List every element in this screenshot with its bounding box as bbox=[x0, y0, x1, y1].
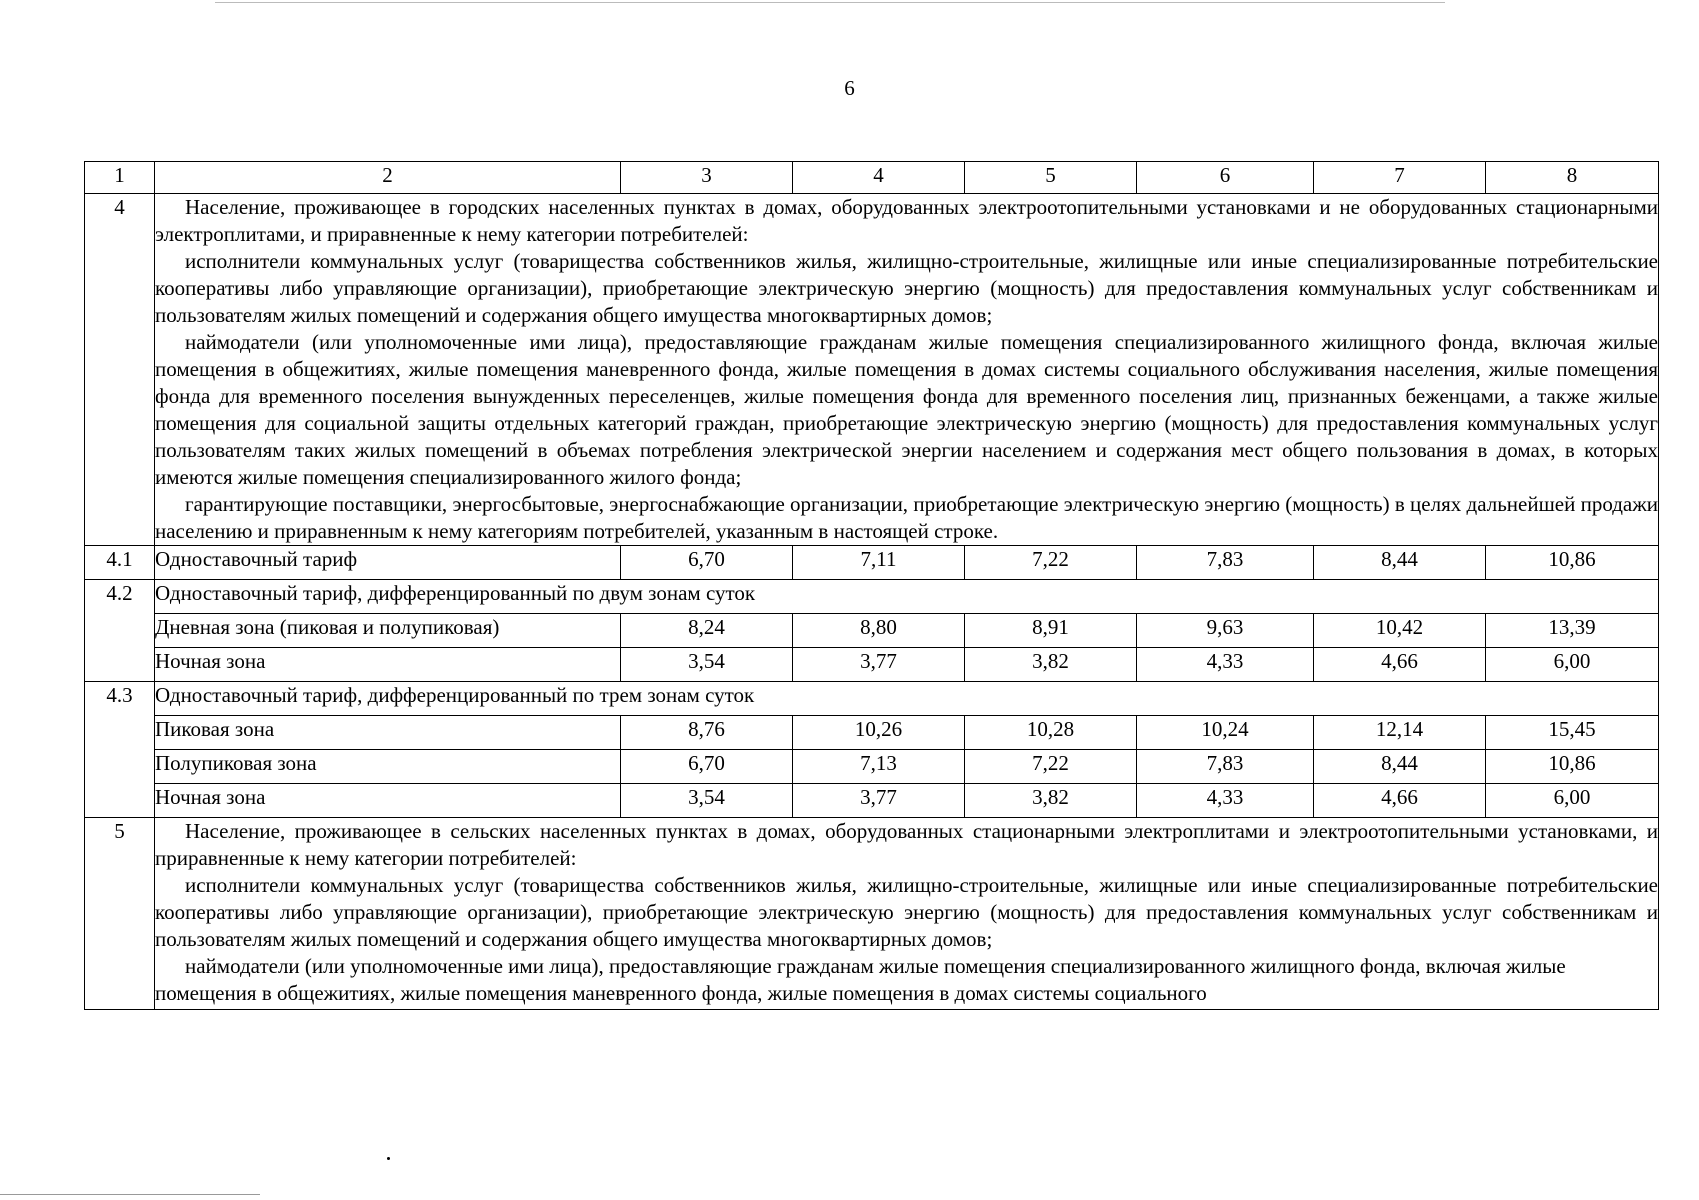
row-4-1 bbox=[85, 546, 1659, 580]
tariff-value: 3,54 bbox=[621, 784, 793, 818]
row-4 bbox=[85, 194, 1659, 546]
tariff-value: 10,42 bbox=[1314, 614, 1486, 648]
column-header: 1 bbox=[85, 162, 155, 194]
tariff-row bbox=[85, 750, 1659, 784]
row-number: 4 bbox=[85, 194, 155, 546]
column-header: 7 bbox=[1314, 162, 1486, 194]
tariff-value: 8,44 bbox=[1314, 546, 1486, 580]
row-description bbox=[155, 818, 1659, 1010]
tariff-value: 3,77 bbox=[793, 784, 965, 818]
row-4-2 bbox=[85, 580, 1659, 614]
description-paragraph: Население, проживающее в городских населенных пунктах в домах, оборудованных электроотопительными установками и не оборудованных стационарными электроплитами, и приравненные к нему категории потребителей: bbox=[155, 195, 1658, 246]
tariff-value: 15,45 bbox=[1486, 716, 1659, 750]
row-5 bbox=[85, 818, 1659, 1010]
tariff-value: 6,00 bbox=[1486, 648, 1659, 682]
tariff-value: 8,91 bbox=[965, 614, 1137, 648]
tariff-value: 3,77 bbox=[793, 648, 965, 682]
tariff-value: 4,66 bbox=[1314, 648, 1486, 682]
tariff-value: 12,14 bbox=[1314, 716, 1486, 750]
row-number: 4.1 bbox=[85, 546, 155, 580]
tariff-value: 7,83 bbox=[1137, 546, 1314, 580]
tariff-value: 6,70 bbox=[621, 546, 793, 580]
tariff-value: 10,86 bbox=[1486, 750, 1659, 784]
tariff-value: 7,13 bbox=[793, 750, 965, 784]
tariff-value: 10,26 bbox=[793, 716, 965, 750]
tariff-label: Полупиковая зона bbox=[155, 750, 621, 784]
tariff-value: 3,54 bbox=[621, 648, 793, 682]
tariff-value: 10,28 bbox=[965, 716, 1137, 750]
tariff-value: 10,86 bbox=[1486, 546, 1659, 580]
tariff-value: 8,24 bbox=[621, 614, 793, 648]
page-number: 6 bbox=[844, 76, 855, 100]
tariff-value: 3,82 bbox=[965, 648, 1137, 682]
bottom-scan-line bbox=[0, 1194, 260, 1195]
tariff-value: 7,22 bbox=[965, 546, 1137, 580]
tariff-label: Дневная зона (пиковая и полупиковая) bbox=[155, 614, 621, 648]
description-paragraph: наймодатели (или уполномоченные ими лица), предоставляющие гражданам жилые помещения специализированного жилищного фонда, включая жилые помещения в общежитиях, жилые помещения маневренного фонда, жилые помещения в домах системы социального bbox=[155, 954, 1566, 1005]
tariff-value: 9,63 bbox=[1137, 614, 1314, 648]
scan-speck bbox=[387, 1157, 390, 1160]
tariff-value: 8,76 bbox=[621, 716, 793, 750]
tariff-value: 8,44 bbox=[1314, 750, 1486, 784]
tariff-table bbox=[84, 161, 1659, 1010]
tariff-value: 7,83 bbox=[1137, 750, 1314, 784]
row-description bbox=[155, 194, 1659, 546]
tariff-label: Ночная зона bbox=[155, 784, 621, 818]
column-header: 2 bbox=[155, 162, 621, 194]
row-number: 4.3 bbox=[85, 682, 155, 818]
column-header: 6 bbox=[1137, 162, 1314, 194]
column-header: 5 bbox=[965, 162, 1137, 194]
row-number: 5 bbox=[85, 818, 155, 1010]
row-4-3 bbox=[85, 682, 1659, 716]
description-paragraph: исполнители коммунальных услуг (товарищества собственников жилья, жилищно-строительные, жилищные или иные специализированные потребительские кооперативы либо управляющие организации), приобретающие электрическую энергию (мощность) для предоставления коммунальных услуг собственникам и пользователям жилых помещений и содержания общего имущества многоквартирных домов; bbox=[155, 873, 1658, 951]
tariff-group-heading: Одноставочный тариф, дифференцированный по трем зонам суток bbox=[155, 682, 1659, 716]
tariff-value: 4,66 bbox=[1314, 784, 1486, 818]
description-paragraph: исполнители коммунальных услуг (товарищества собственников жилья, жилищно-строительные, жилищные или иные специализированные потребительские кооперативы либо управляющие организации), приобретающие электрическую энергию (мощность) для предоставления коммунальных услуг собственникам и пользователям жилых помещений и содержания общего имущества многоквартирных домов; bbox=[155, 249, 1658, 327]
tariff-value: 6,00 bbox=[1486, 784, 1659, 818]
tariff-value: 6,70 bbox=[621, 750, 793, 784]
tariff-group-heading: Одноставочный тариф, дифференцированный по двум зонам суток bbox=[155, 580, 1659, 614]
tariff-row bbox=[85, 614, 1659, 648]
tariff-label: Одноставочный тариф bbox=[155, 546, 621, 580]
tariff-label: Ночная зона bbox=[155, 648, 621, 682]
column-number-row bbox=[85, 162, 1659, 194]
description-paragraph: Население, проживающее в сельских населенных пунктах в домах, оборудованных стационарными электроплитами и электроотопительными установками, и приравненные к нему категории потребителей: bbox=[155, 819, 1658, 870]
tariff-value: 3,82 bbox=[965, 784, 1137, 818]
top-scan-line bbox=[215, 2, 1445, 3]
tariff-label: Пиковая зона bbox=[155, 716, 621, 750]
tariff-value: 10,24 bbox=[1137, 716, 1314, 750]
tariff-row bbox=[85, 648, 1659, 682]
tariff-value: 7,11 bbox=[793, 546, 965, 580]
tariff-value: 13,39 bbox=[1486, 614, 1659, 648]
tariff-row bbox=[85, 784, 1659, 818]
tariff-row bbox=[85, 716, 1659, 750]
tariff-value: 7,22 bbox=[965, 750, 1137, 784]
row-number: 4.2 bbox=[85, 580, 155, 682]
description-paragraph: гарантирующие поставщики, энергосбытовые, энергоснабжающие организации, приобретающие электрическую энергию (мощность) в целях дальнейшей продажи населению и приравненным к нему категориям потребителей, указанным в настоящей строке. bbox=[155, 492, 1658, 543]
column-header: 3 bbox=[621, 162, 793, 194]
tariff-value: 8,80 bbox=[793, 614, 965, 648]
tariff-value: 4,33 bbox=[1137, 648, 1314, 682]
description-paragraph: наймодатели (или уполномоченные ими лица), предоставляющие гражданам жилые помещения специализированного жилищного фонда, включая жилые помещения в общежитиях, жилые помещения маневренного фонда, жилые помещения в домах системы социального обслуживания населения, жилые помещения фонда для временного поселения вынужденных переселенцев, жилые помещения фонда для временного поселения лиц, признанных беженцами, а также жилые помещения для социальной защиты отдельных категорий граждан, приобретающие электрическую энергию (мощность) для предоставления коммунальных услуг пользователям таких жилых помещений в объемах потребления электрической энергии населением и содержания мест общего пользования в домах, в которых имеются жилые помещения специализированного жилого фонда; bbox=[155, 330, 1658, 489]
tariff-value: 4,33 bbox=[1137, 784, 1314, 818]
column-header: 4 bbox=[793, 162, 965, 194]
column-header: 8 bbox=[1486, 162, 1659, 194]
